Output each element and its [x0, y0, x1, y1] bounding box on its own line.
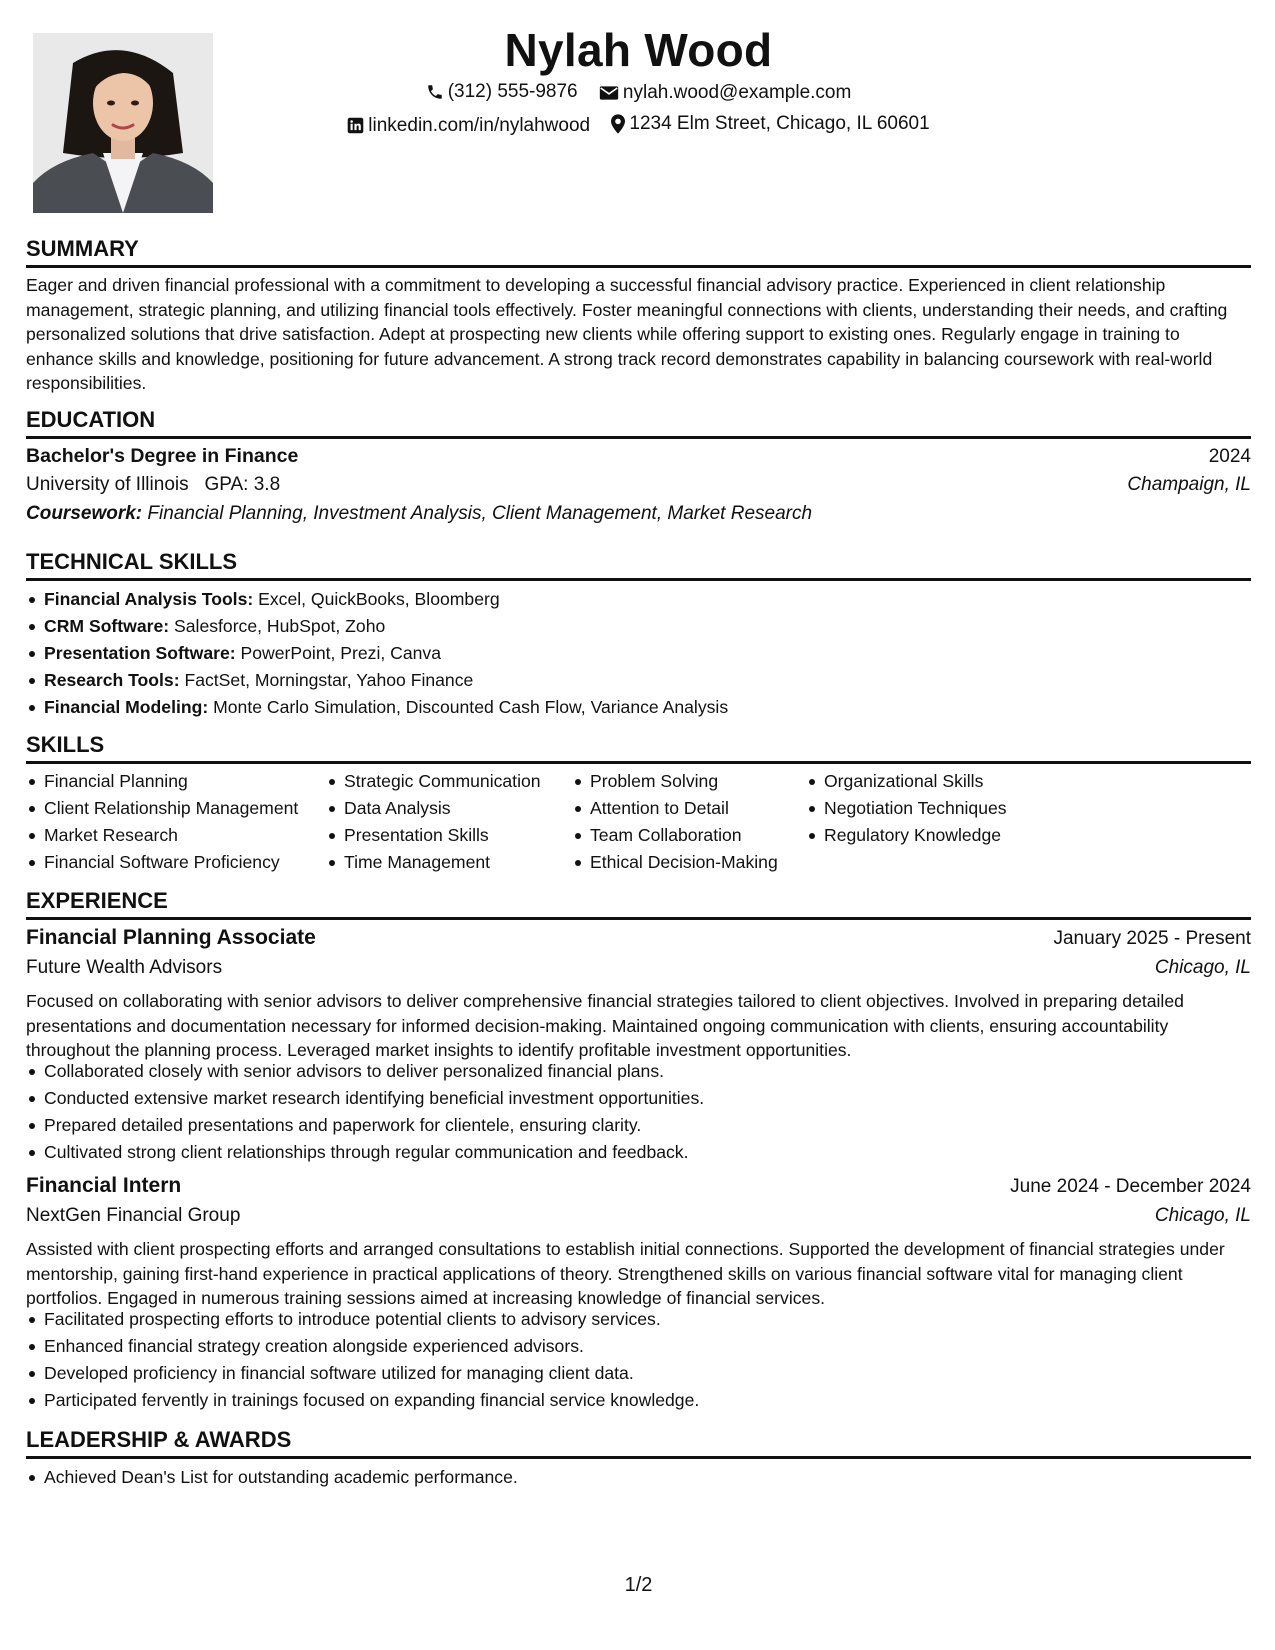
education-school-row: [26, 474, 1251, 496]
candidate-name: Nylah Wood: [504, 24, 773, 76]
experience-heading: EXPERIENCE: [26, 888, 168, 913]
list-item: Ethical Decision-Making: [590, 849, 778, 876]
job-header-row: [26, 926, 1251, 950]
job-title: Financial Planning Associate: [26, 926, 316, 949]
coursework-row: [26, 503, 1251, 525]
company-name: Future Wealth Advisors: [26, 957, 223, 978]
job-company-row: [26, 1205, 1251, 1227]
job-location: Chicago, IL: [1154, 1205, 1251, 1226]
summary-heading: SUMMARY: [26, 236, 139, 261]
list-item: Collaborated closely with senior advisors to deliver personalized financial plans.: [44, 1058, 704, 1085]
envelope-icon: [599, 85, 619, 101]
degree-title: Bachelor's Degree in Finance: [26, 445, 299, 467]
school-name: University of Illinois: [26, 474, 189, 495]
job-dates: January 2025 - Present: [1053, 928, 1251, 949]
map-pin-icon: [611, 114, 625, 134]
email-address: nylah.wood@example.com: [622, 82, 852, 103]
list-item: Facilitated prospecting efforts to introduce potential clients to advisory services.: [44, 1306, 699, 1333]
skills-heading: SKILLS: [26, 732, 105, 757]
technical-skills-list: [26, 586, 728, 721]
page-indicator: 1/2: [624, 1574, 653, 1596]
list-item: Negotiation Techniques: [824, 795, 1007, 822]
section-divider: [26, 578, 1251, 581]
school-location: Champaign, IL: [1127, 474, 1251, 495]
list-item: Regulatory Knowledge: [824, 822, 1007, 849]
resume-page: [26, 0, 1251, 1650]
skills-column-1: [26, 768, 298, 876]
school-info: [26, 474, 280, 496]
list-item: Attention to Detail: [590, 795, 778, 822]
section-divider: [26, 265, 1251, 268]
leadership-heading: LEADERSHIP & AWARDS: [26, 1427, 292, 1452]
leadership-list: [26, 1464, 518, 1491]
list-item: Research Tools: FactSet, Morningstar, Yahoo Finance: [44, 667, 728, 694]
section-divider: [26, 436, 1251, 439]
list-item: Developed proficiency in financial software utilized for managing client data.: [44, 1360, 699, 1387]
list-item: Prepared detailed presentations and paperwork for clientele, ensuring clarity.: [44, 1112, 704, 1139]
list-item: Market Research: [44, 822, 298, 849]
list-item: Presentation Software: PowerPoint, Prezi, Canva: [44, 640, 728, 667]
job-title: Financial Intern: [26, 1174, 182, 1197]
skills-column-3: [572, 768, 778, 876]
list-item: Participated fervently in trainings focused on expanding financial service knowledge.: [44, 1387, 699, 1414]
list-item: Data Analysis: [344, 795, 541, 822]
job-bullets: [26, 1306, 699, 1414]
phone-number: (312) 555-9876: [447, 81, 578, 102]
list-item: Strategic Communication: [344, 768, 541, 795]
address-contact: [611, 112, 929, 136]
job-header-row: [26, 1174, 1251, 1198]
street-address: 1234 Elm Street, Chicago, IL 60601: [629, 113, 930, 134]
skills-grid: [26, 768, 1251, 878]
summary-text: Eager and driven financial professional with a commitment to developing a successful financial advisory practice. Experienced in client relationship management, strategic planning, and utilizing financial tools effectively. Foster meaningful connections with clients, understanding their needs, and crafting personalized solutions that drive satisfaction. Adept at prospecting new clients while offering support to existing ones. Regularly engage in training to enhance skills and knowledge, positioning for future advancement. A strong track record demonstrates capability in balancing coursework with real-world responsibilities.: [26, 275, 1228, 394]
company-name: NextGen Financial Group: [26, 1205, 241, 1226]
skills-column-2: [326, 768, 541, 876]
list-item: Cultivated strong client relationships through regular communication and feedback.: [44, 1139, 704, 1166]
technical-skills-heading: TECHNICAL SKILLS: [26, 549, 238, 574]
section-divider: [26, 761, 1251, 764]
section-divider: [26, 1456, 1251, 1459]
job-location: Chicago, IL: [1154, 957, 1251, 978]
gpa: GPA: 3.8: [204, 474, 281, 495]
contact-line-1: [26, 80, 1251, 108]
job-bullets: [26, 1058, 704, 1166]
list-item: Financial Planning: [44, 768, 298, 795]
contact-line-2: [26, 112, 1251, 141]
list-item: Conducted extensive market research identifying beneficial investment opportunities.: [44, 1085, 704, 1112]
job-dates: June 2024 - December 2024: [1010, 1176, 1251, 1197]
list-item: Financial Analysis Tools: Excel, QuickBooks, Bloomberg: [44, 586, 728, 613]
list-item: Client Relationship Management: [44, 795, 298, 822]
graduation-year: 2024: [1208, 446, 1251, 467]
list-item: CRM Software: Salesforce, HubSpot, Zoho: [44, 613, 728, 640]
job-description: Focused on collaborating with senior advisors to deliver comprehensive financial strategies tailored to client objectives. Involved in preparing detailed presentations and documentation necessary for informed decision-making. Maintained ongoing communication with clients, ensuring accountability throughout the planning process. Leveraged market insights to identify profitable investment opportunities.: [26, 991, 1184, 1061]
list-item: Time Management: [344, 849, 541, 876]
email-contact[interactable]: [599, 81, 851, 105]
list-item: Organizational Skills: [824, 768, 1007, 795]
list-item: Financial Modeling: Monte Carlo Simulation, Discounted Cash Flow, Variance Analysis: [44, 694, 728, 721]
list-item: Problem Solving: [590, 768, 778, 795]
job-company-row: [26, 957, 1251, 979]
education-header-row: [26, 445, 1251, 468]
education-heading: EDUCATION: [26, 407, 156, 432]
coursework-list: Financial Planning, Investment Analysis, Client Management, Market Research: [147, 503, 813, 524]
job-description: Assisted with client prospecting efforts and arranged consultations to establish initial connections. Supported the development of financial strategies under mentorship, gaining first-hand experience in practical applications of theory. Strengthened skills on various financial software vital for managing client portfolios. Engaged in numerous training sessions aimed at increasing knowledge of financial services.: [26, 1239, 1225, 1309]
list-item: Presentation Skills: [344, 822, 541, 849]
list-item: Team Collaboration: [590, 822, 778, 849]
linkedin-url: linkedin.com/in/nylahwood: [368, 114, 591, 136]
list-item: Enhanced financial strategy creation alongside experienced advisors.: [44, 1333, 699, 1360]
phone-contact[interactable]: [426, 80, 578, 104]
coursework-label: Coursework:: [26, 503, 143, 524]
linkedin-contact[interactable]: [347, 114, 590, 138]
list-item: Achieved Dean's List for outstanding academic performance.: [44, 1464, 518, 1491]
phone-icon: [426, 83, 444, 101]
section-divider: [26, 917, 1251, 920]
linkedin-icon: [347, 117, 364, 134]
skills-column-4: [806, 768, 1007, 849]
list-item: Financial Software Proficiency: [44, 849, 298, 876]
